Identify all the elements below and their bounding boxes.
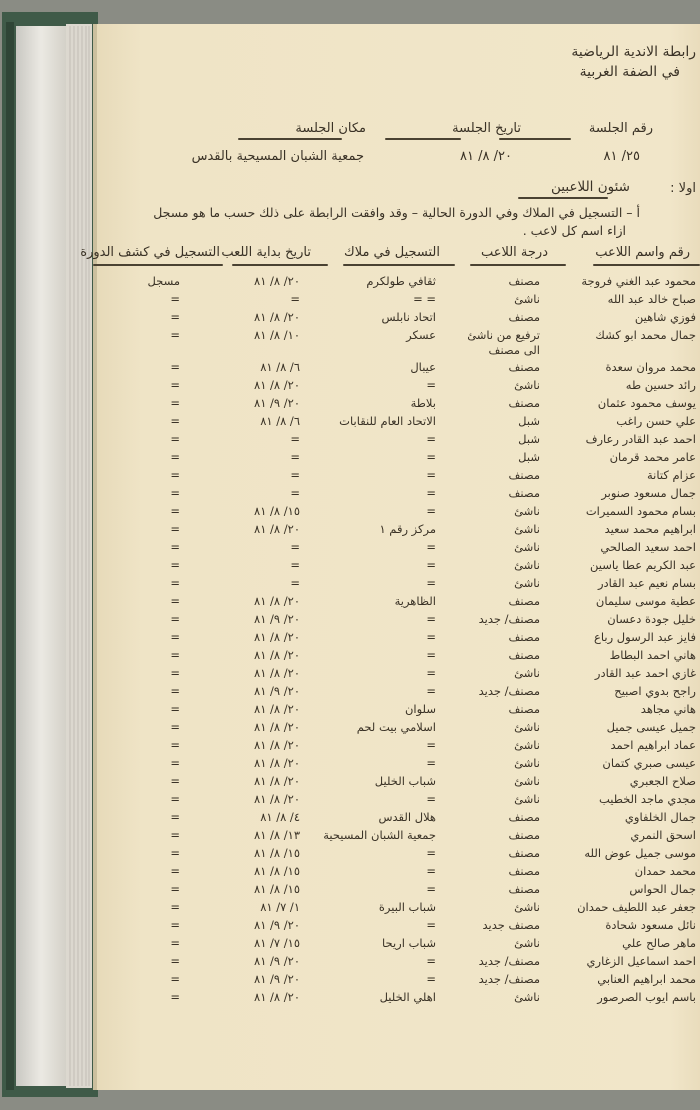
cell-start: ٢٠/ ٨/ ٨١ — [254, 791, 300, 806]
underline — [385, 138, 461, 140]
cell-name: مجدي ماجد الخطيب — [598, 791, 696, 806]
cell-season: = — [170, 431, 180, 446]
cell-grade: مصنف — [508, 701, 540, 716]
cell-club: = — [426, 917, 436, 932]
cell-grade: مصنف/ جديد — [478, 683, 540, 698]
cell-start: ٢٠/ ٩/ ٨١ — [254, 683, 300, 698]
cell-season: = — [170, 593, 180, 608]
cell-start: ٢٠/ ٨/ ٨١ — [254, 989, 300, 1004]
cell-start: ٢٠/ ٨/ ٨١ — [254, 647, 300, 662]
underline — [232, 264, 328, 266]
paragraph-line-2: ازاء اسم كل لاعب . — [522, 223, 626, 238]
col-header-grade: درجة اللاعب — [480, 245, 548, 260]
cell-start: ٦/ ٨/ ٨١ — [260, 413, 300, 428]
cell-club: = — [426, 575, 436, 590]
cell-grade: مصنف — [508, 274, 540, 288]
cell-season: = — [170, 773, 180, 788]
underline — [343, 264, 455, 266]
document-page — [80, 24, 700, 1090]
cell-club: = — [426, 485, 436, 500]
col-header-name: رقم واسم اللاعب — [595, 245, 690, 260]
cell-club: شباب اريحا — [382, 935, 436, 950]
cell-name: احمد سعيد الصالحي — [600, 539, 696, 554]
underline — [593, 264, 700, 266]
cell-grade: مصنف — [508, 359, 540, 374]
cell-grade: مصنف — [508, 395, 540, 410]
cell-grade: مصنف — [508, 881, 540, 896]
cell-club: = — [426, 377, 436, 392]
cell-club: = — [426, 629, 436, 644]
cell-club: شباب البيرة — [378, 899, 436, 914]
cell-grade: ناشئ — [514, 521, 540, 536]
cell-grade: شبل — [518, 449, 540, 464]
cell-season: = — [170, 359, 180, 374]
cell-start: = — [290, 431, 300, 446]
cell-start: ١٥/ ٨/ ٨١ — [254, 845, 300, 860]
cell-grade: شبل — [518, 413, 540, 428]
cell-club: اهلي الخليل — [379, 989, 436, 1004]
cell-name: محمد ابراهيم العنابي — [597, 971, 696, 986]
col-header-club: التسجيل في ملاك — [343, 245, 440, 260]
cell-season: = — [170, 881, 180, 896]
cell-grade: مصنف — [508, 827, 540, 842]
cell-club: = — [426, 665, 436, 680]
cell-start: ٢٠/ ٨/ ٨١ — [254, 737, 300, 752]
cell-start: ٢٠/ ٩/ ٨١ — [254, 395, 300, 410]
cell-club: = — [426, 503, 436, 518]
underline — [499, 138, 571, 140]
cell-season: = — [170, 539, 180, 554]
cell-start: ٢٠/ ٨/ ٨١ — [254, 665, 300, 680]
cell-start: = — [290, 557, 300, 572]
cell-name: نائل مسعود شحادة — [605, 917, 696, 932]
cell-start: ١٠/ ٨/ ٨١ — [254, 328, 300, 342]
cell-name: عماد ابراهيم احمد — [610, 737, 696, 752]
cell-season: = — [170, 611, 180, 626]
cell-start: ٢٠/ ٨/ ٨١ — [254, 593, 300, 608]
cell-season: = — [170, 292, 180, 306]
cell-start: = — [290, 467, 300, 482]
cell-season: = — [170, 557, 180, 572]
cell-name: احمد اسماعيل الزغاري — [586, 953, 696, 968]
cell-season: مسجل — [147, 274, 180, 288]
paragraph-line-1: أ – التسجيل في الملاك وفي الدورة الحالية – وقد وافقت الرابطة على ذلك حسب ما هو مسجل — [153, 205, 640, 220]
cell-start: ٢٠/ ٩/ ٨١ — [254, 971, 300, 986]
cell-name: هاني احمد البطاط — [609, 647, 696, 662]
cell-grade: ناشئ — [514, 503, 540, 518]
cell-season: = — [170, 737, 180, 752]
session-date-value: ٢٠/ ٨/ ٨١ — [460, 149, 512, 164]
cell-name: فايز عبد الرسول رباع — [594, 629, 696, 644]
cell-season: = — [170, 503, 180, 518]
cell-name: صلاح الجعبري — [629, 773, 696, 788]
cell-club: = — [426, 449, 436, 464]
cell-start: ٢٠/ ٩/ ٨١ — [254, 953, 300, 968]
cell-club: = — [426, 737, 436, 752]
cell-season: = — [170, 328, 180, 342]
cell-start: ١٥/ ٨/ ٨١ — [254, 863, 300, 878]
cell-start: ٢٠/ ٨/ ٨١ — [254, 274, 300, 288]
cell-name: صباح خالد عبد الله — [607, 292, 696, 306]
cell-start: ٢٠/ ٩/ ٨١ — [254, 611, 300, 626]
cell-name: يوسف محمود عثمان — [597, 395, 696, 410]
cell-name: عطية موسى سليمان — [595, 593, 696, 608]
cell-season: = — [170, 971, 180, 986]
cell-grade: مصنف — [508, 863, 540, 878]
page-stack-edge — [16, 26, 66, 1086]
underline — [238, 138, 342, 140]
cell-start: = — [290, 539, 300, 554]
cell-grade: مصنف/ جديد — [478, 971, 540, 986]
cell-grade: ناشئ — [514, 773, 540, 788]
cell-grade: ناشئ — [514, 575, 540, 590]
cell-club: = — [426, 791, 436, 806]
cell-start: ٦/ ٨/ ٨١ — [260, 359, 300, 374]
cell-name: باسم ايوب الصرصور — [597, 989, 696, 1004]
cell-season: = — [170, 863, 180, 878]
cell-season: = — [170, 935, 180, 950]
cell-club: = — [426, 953, 436, 968]
cell-start: ١/ ٧/ ٨١ — [260, 899, 300, 914]
cell-grade: مصنف/ جديد — [478, 953, 540, 968]
cell-start: ٤/ ٨/ ٨١ — [260, 809, 300, 824]
cell-name: عزام كتانة — [647, 467, 696, 482]
cell-start: = — [290, 485, 300, 500]
cell-name: جمال محمد ابو كشك — [595, 328, 696, 342]
section-number: اولا : — [670, 181, 696, 196]
cell-season: = — [170, 809, 180, 824]
cell-grade: مصنف — [508, 310, 540, 324]
cell-club: = = — [413, 292, 436, 306]
cell-club: ثقافي طولكرم — [366, 274, 436, 288]
cell-season: = — [170, 521, 180, 536]
cell-club: سلوان — [404, 701, 436, 716]
cell-grade: مصنف/ جديد — [478, 611, 540, 626]
cell-season: = — [170, 755, 180, 770]
cell-club: عسكر — [406, 328, 436, 342]
cell-name: بسام محمود السميرات — [585, 503, 696, 518]
cell-grade: مصنف — [508, 647, 540, 662]
cell-club: مركز رقم ١ — [379, 521, 436, 536]
cell-grade: مصنف — [508, 485, 540, 500]
cell-season: = — [170, 845, 180, 860]
col-header-start: تاريخ بداية اللعب — [221, 245, 311, 260]
cell-name: فوزي شاهين — [634, 310, 696, 324]
cell-name: ابراهيم محمد سعيد — [604, 521, 696, 536]
cell-grade: مصنف — [508, 809, 540, 824]
cell-club: = — [426, 863, 436, 878]
cell-grade: ناشئ — [514, 665, 540, 680]
underline — [518, 197, 608, 199]
cell-season: = — [170, 683, 180, 698]
cell-club: بلاطة — [410, 395, 436, 410]
cell-start: ٢٠/ ٨/ ٨١ — [254, 521, 300, 536]
cell-season: = — [170, 647, 180, 662]
cell-name: جمال الخلفاوي — [624, 809, 696, 824]
cell-name: جمال الحواس — [629, 881, 696, 896]
cell-grade: ناشئ — [514, 719, 540, 734]
cell-club: شباب الخليل — [374, 773, 436, 788]
cell-club: = — [426, 611, 436, 626]
cell-grade: ناشئ — [514, 539, 540, 554]
cell-start: ١٥/ ٧/ ٨١ — [254, 935, 300, 950]
cell-start: = — [290, 292, 300, 306]
cell-season: = — [170, 719, 180, 734]
cell-start: ١٣/ ٨/ ٨١ — [254, 827, 300, 842]
cell-season: = — [170, 989, 180, 1004]
cell-season: = — [170, 395, 180, 410]
cell-grade: ناشئ — [514, 557, 540, 572]
cell-club: = — [426, 845, 436, 860]
cell-name: بسام نعيم عبد القادر — [598, 575, 696, 590]
cell-season: = — [170, 701, 180, 716]
cell-season: = — [170, 917, 180, 932]
letterhead-line-1: رابطة الاندية الرياضية — [571, 44, 696, 60]
cell-name: اسحق النمري — [630, 827, 696, 842]
cell-grade: ناشئ — [514, 737, 540, 752]
cell-name: غازي احمد عبد القادر — [594, 665, 696, 680]
cell-club: = — [426, 647, 436, 662]
cell-grade: ناشئ — [514, 935, 540, 950]
cell-start: ٢٠/ ٨/ ٨١ — [254, 719, 300, 734]
cell-grade: ناشئ — [514, 791, 540, 806]
cell-club: اسلامي بيت لحم — [356, 719, 436, 734]
cell-grade: ناشئ — [514, 989, 540, 1004]
cell-grade: ناشئ — [514, 292, 540, 306]
underline — [470, 264, 566, 266]
cell-start: ٢٠/ ٨/ ٨١ — [254, 701, 300, 716]
cell-name: علي حسن راغب — [616, 413, 696, 428]
cell-start: ١٥/ ٨/ ٨١ — [254, 503, 300, 518]
cell-name: عامر محمد قرمان — [609, 449, 696, 464]
cell-season: = — [170, 629, 180, 644]
cell-season: = — [170, 467, 180, 482]
session-number-value: ٢٥/ ٨١ — [603, 149, 640, 164]
cell-name: محمد حمدان — [634, 863, 696, 878]
cell-name: خليل جودة دعسان — [607, 611, 696, 626]
cell-start: ٢٠/ ٨/ ٨١ — [254, 377, 300, 392]
cell-name: محمد مروان سعدة — [605, 359, 696, 374]
cell-season: = — [170, 449, 180, 464]
cell-club: = — [426, 557, 436, 572]
letterhead-line-2: في الضفة الغربية — [579, 64, 680, 80]
cell-start: ١٥/ ٨/ ٨١ — [254, 881, 300, 896]
cell-name: موسى جميل عوض الله — [584, 845, 696, 860]
cell-club: = — [426, 683, 436, 698]
cell-season: = — [170, 953, 180, 968]
cell-name: عيسى صبري كتمان — [602, 755, 696, 770]
cell-start: = — [290, 449, 300, 464]
cell-club: = — [426, 467, 436, 482]
cell-name: ماهر صالح علي — [622, 935, 696, 950]
session-place-label: مكان الجلسة — [295, 121, 366, 136]
cell-club: عيبال — [410, 359, 436, 374]
cell-start: ٢٠/ ٩/ ٨١ — [254, 917, 300, 932]
cell-season: = — [170, 377, 180, 392]
cell-club: = — [426, 431, 436, 446]
session-date-label: تاريخ الجلسة — [452, 121, 521, 136]
cell-start: ٢٠/ ٨/ ٨١ — [254, 310, 300, 324]
cell-season: = — [170, 485, 180, 500]
cell-season: = — [170, 899, 180, 914]
cell-name: جمال مسعود صنوبر — [601, 485, 696, 500]
cell-season: = — [170, 791, 180, 806]
cell-season: = — [170, 827, 180, 842]
cell-grade: شبل — [518, 431, 540, 446]
cell-name: راجح بدوي اصبيح — [614, 683, 696, 698]
cell-name: رائد حسين طه — [625, 377, 696, 392]
cell-grade: مصنف — [508, 845, 540, 860]
cell-grade: ترفيع من ناشئ — [467, 328, 540, 342]
cell-club: اتحاد نابلس — [381, 310, 436, 324]
col-header-season: التسجيل في كشف الدورة — [80, 245, 220, 260]
cell-name: عبد الكريم عطا ياسين — [590, 557, 696, 572]
cell-name: احمد عبد القادر رعارف — [585, 431, 696, 446]
cell-start: ٢٠/ ٨/ ٨١ — [254, 629, 300, 644]
cell-grade-continuation: الى مصنف — [488, 343, 540, 357]
cell-club: = — [426, 755, 436, 770]
cell-grade: مصنف — [508, 593, 540, 608]
cell-club: الاتحاد العام للنقابات — [339, 413, 436, 428]
cell-season: = — [170, 665, 180, 680]
cell-club: = — [426, 539, 436, 554]
cell-club: جمعية الشبان المسيحية — [323, 827, 436, 842]
session-place-value: جمعية الشبان المسيحية بالقدس — [191, 149, 364, 164]
cell-start: = — [290, 575, 300, 590]
cell-season: = — [170, 413, 180, 428]
cell-grade: مصنف — [508, 467, 540, 482]
cell-grade: ناشئ — [514, 377, 540, 392]
cell-club: الظاهرية — [394, 593, 436, 608]
cell-name: جميل عيسى جميل — [606, 719, 696, 734]
cell-name: جعفر عبد اللطيف حمدان — [577, 899, 696, 914]
underline — [93, 264, 223, 266]
cell-name: محمود عبد الغني فروجة — [581, 274, 696, 288]
section-title: شئون اللاعبين — [551, 179, 630, 195]
cell-grade: مصنف جديد — [482, 917, 540, 932]
cell-club: هلال القدس — [378, 809, 436, 824]
cell-grade: ناشئ — [514, 755, 540, 770]
session-number-label: رقم الجلسة — [588, 121, 653, 136]
cell-club: = — [426, 881, 436, 896]
cell-name: هاني مجاهد — [640, 701, 696, 716]
cell-season: = — [170, 310, 180, 324]
cell-club: = — [426, 971, 436, 986]
cell-start: ٢٠/ ٨/ ٨١ — [254, 755, 300, 770]
cell-season: = — [170, 575, 180, 590]
cell-start: ٢٠/ ٨/ ٨١ — [254, 773, 300, 788]
cell-grade: مصنف — [508, 629, 540, 644]
cell-grade: ناشئ — [514, 899, 540, 914]
